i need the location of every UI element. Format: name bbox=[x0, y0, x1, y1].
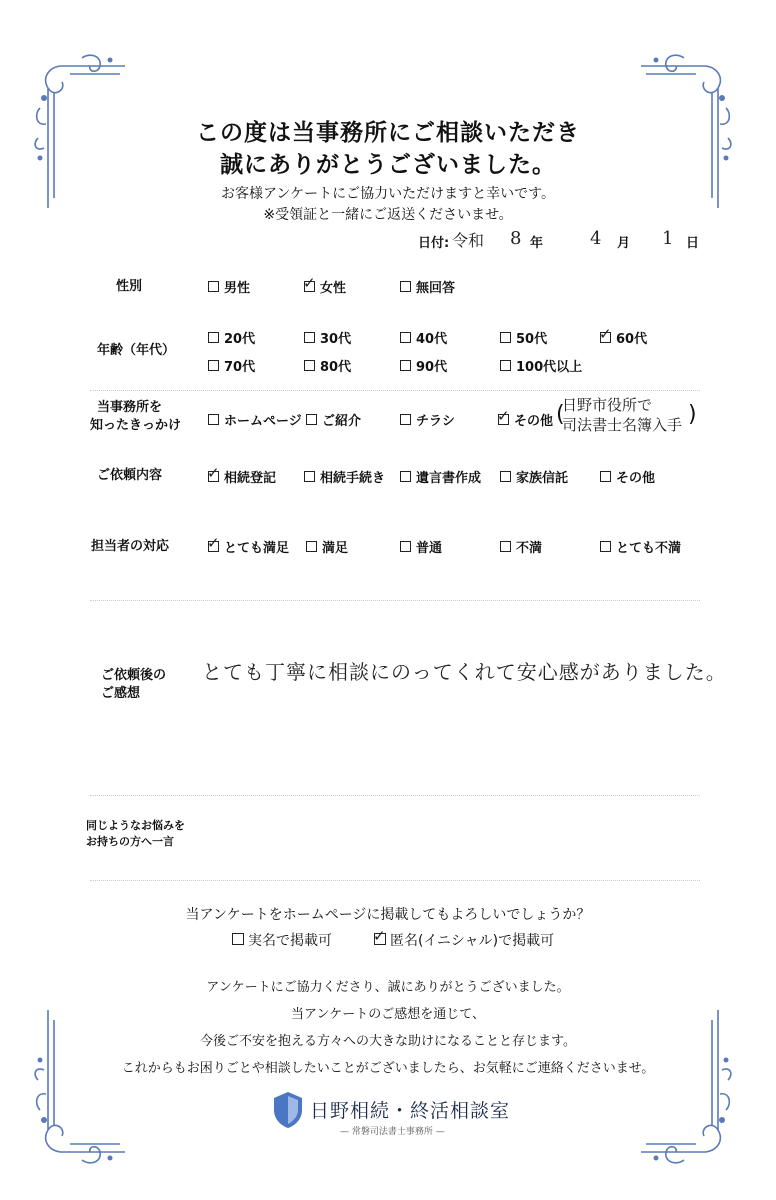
staff-label: 担当者の対応 bbox=[91, 539, 170, 554]
checkbox[interactable] bbox=[304, 360, 315, 371]
brand-subtitle: — 常磐司法書士事務所 — bbox=[340, 1127, 445, 1137]
publish-option-real-name[interactable]: 実名で掲載可 bbox=[232, 930, 332, 950]
checkbox[interactable] bbox=[208, 414, 219, 425]
date-era[interactable]: 令和 bbox=[452, 231, 485, 250]
title-line-2: 誠にありがとうございました。 bbox=[220, 152, 556, 178]
trigger-label-2: 知ったきっかけ bbox=[90, 418, 182, 433]
checkmark-icon: ✓ bbox=[303, 274, 316, 292]
subtitle-1: お客様アンケートにご協力いただけますと幸いです。 bbox=[220, 186, 556, 202]
impression-label-1: ご依頼後の bbox=[101, 668, 167, 683]
divider bbox=[90, 390, 700, 391]
checkbox[interactable] bbox=[304, 471, 315, 482]
staff-option-very-satisfied[interactable]: ✓ とても満足 bbox=[207, 534, 290, 556]
checkbox[interactable] bbox=[400, 281, 411, 292]
impression-answer[interactable]: とても丁寧に相談にのってくれて安心感がありました。 bbox=[202, 660, 727, 684]
checkbox[interactable] bbox=[208, 332, 219, 343]
request-option-inheritance-registration[interactable]: ✓ 相続登記 bbox=[207, 464, 277, 486]
checkbox[interactable] bbox=[304, 332, 315, 343]
trigger-label-1: 当事務所を bbox=[97, 400, 163, 415]
checkmark-icon: ✓ bbox=[373, 927, 386, 945]
checkbox[interactable] bbox=[500, 332, 511, 343]
age-option-60[interactable]: ✓ 60代 bbox=[599, 325, 648, 347]
checkbox[interactable] bbox=[208, 281, 219, 292]
date-month[interactable]: 4 bbox=[590, 228, 602, 249]
checkbox[interactable] bbox=[400, 414, 411, 425]
date-day[interactable]: 1 bbox=[662, 228, 674, 249]
request-option-family-trust[interactable]: 家族信託 bbox=[500, 467, 568, 486]
footer-line-3: 今後ご不安を抱える方々への大きな助けになることと存じます。 bbox=[200, 1034, 576, 1049]
checkbox[interactable] bbox=[500, 471, 511, 482]
checkbox[interactable] bbox=[207, 464, 220, 482]
date-year-unit: 年 bbox=[530, 236, 544, 251]
age-option-50[interactable]: 50代 bbox=[500, 328, 547, 347]
staff-option-normal[interactable]: 普通 bbox=[400, 537, 442, 556]
date-year[interactable]: 8 bbox=[510, 228, 522, 249]
checkbox[interactable] bbox=[500, 360, 511, 371]
age-option-40[interactable]: 40代 bbox=[400, 328, 447, 347]
publish-option-anonymous[interactable]: ✓ 匿名(イニシャル)で掲載可 bbox=[373, 927, 555, 949]
divider bbox=[90, 600, 700, 601]
request-option-other[interactable]: その他 bbox=[600, 467, 655, 486]
checkbox[interactable] bbox=[497, 407, 510, 425]
age-option-20[interactable]: 20代 bbox=[208, 328, 255, 347]
bottom-left-ornament bbox=[30, 1000, 130, 1170]
other-answer-line-1[interactable]: 日野市役所で bbox=[562, 396, 653, 414]
request-option-will[interactable]: 遺言書作成 bbox=[400, 467, 481, 486]
checkmark-icon: ✓ bbox=[599, 325, 612, 343]
checkbox[interactable] bbox=[373, 927, 386, 945]
checkbox[interactable] bbox=[232, 933, 244, 945]
footer-line-2: 当アンケートのご感想を通じて、 bbox=[291, 1007, 485, 1022]
other-paren-close: ) bbox=[688, 402, 697, 427]
request-label: ご依頼内容 bbox=[97, 468, 163, 483]
footer-line-4: これからもお困りごとや相談したいことがございましたら、お気軽にご連絡くださいませ。 bbox=[121, 1061, 655, 1076]
other-paren-open: ( bbox=[556, 402, 565, 427]
message-label-1: 同じようなお悩みを bbox=[86, 819, 185, 832]
trigger-option-other[interactable]: ✓ その他 bbox=[497, 407, 554, 429]
age-option-100[interactable]: 100代以上 bbox=[500, 356, 582, 375]
checkbox[interactable] bbox=[400, 471, 411, 482]
request-option-inheritance-procedure[interactable]: 相続手続き bbox=[304, 467, 385, 486]
checkbox[interactable] bbox=[599, 325, 612, 343]
age-label: 年齢（年代） bbox=[97, 343, 176, 358]
checkmark-icon: ✓ bbox=[497, 407, 510, 425]
trigger-option-flyer[interactable]: チラシ bbox=[400, 410, 455, 429]
checkbox[interactable] bbox=[306, 414, 317, 425]
brand-name: 日野相続・終活相談室 bbox=[310, 1100, 511, 1122]
staff-option-very-dissatisfied[interactable]: とても不満 bbox=[600, 537, 681, 556]
gender-label: 性別 bbox=[116, 279, 143, 294]
subtitle-2: ※受領証と一緒にご返送くださいませ。 bbox=[263, 207, 513, 223]
date-month-unit: 月 bbox=[617, 236, 631, 251]
shield-logo-icon bbox=[272, 1090, 304, 1130]
checkbox[interactable] bbox=[400, 541, 411, 552]
checkbox[interactable] bbox=[306, 541, 317, 552]
gender-option-no-answer[interactable]: 無回答 bbox=[400, 277, 455, 296]
gender-option-male[interactable]: 男性 bbox=[208, 277, 250, 296]
publish-question: 当アンケートをホームページに掲載してもよろしいでしょうか？ bbox=[185, 907, 591, 923]
trigger-option-referral[interactable]: ご紹介 bbox=[306, 410, 361, 429]
footer-line-1: アンケートにご協力くださり、誠にありがとうございました。 bbox=[206, 980, 570, 995]
checkmark-icon: ✓ bbox=[207, 464, 220, 482]
divider bbox=[90, 880, 700, 881]
impression-label-2: ご感想 bbox=[101, 686, 141, 701]
age-option-30[interactable]: 30代 bbox=[304, 328, 351, 347]
checkbox[interactable] bbox=[600, 541, 611, 552]
checkbox[interactable] bbox=[208, 360, 219, 371]
gender-option-female[interactable]: ✓ 女性 bbox=[303, 274, 347, 296]
message-label-2: お持ちの方へ一言 bbox=[86, 835, 174, 848]
age-option-70[interactable]: 70代 bbox=[208, 356, 255, 375]
checkmark-icon: ✓ bbox=[207, 534, 220, 552]
trigger-option-homepage[interactable]: ホームページ bbox=[208, 410, 302, 429]
age-option-90[interactable]: 90代 bbox=[400, 356, 447, 375]
divider bbox=[90, 795, 700, 796]
checkbox[interactable] bbox=[400, 332, 411, 343]
other-answer-line-2[interactable]: 司法書士名簿入手 bbox=[562, 416, 683, 434]
checkbox[interactable] bbox=[400, 360, 411, 371]
staff-option-dissatisfied[interactable]: 不満 bbox=[500, 537, 542, 556]
checkbox[interactable] bbox=[207, 534, 220, 552]
checkbox[interactable] bbox=[303, 274, 316, 292]
title-line-1: この度は当事務所にご相談いただき bbox=[196, 120, 580, 146]
bottom-right-ornament bbox=[636, 1000, 736, 1170]
date-label: 日付: bbox=[418, 236, 450, 251]
staff-option-satisfied[interactable]: 満足 bbox=[306, 537, 348, 556]
checkbox[interactable] bbox=[600, 471, 611, 482]
date-day-unit: 日 bbox=[686, 236, 700, 251]
age-option-80[interactable]: 80代 bbox=[304, 356, 351, 375]
checkbox[interactable] bbox=[500, 541, 511, 552]
